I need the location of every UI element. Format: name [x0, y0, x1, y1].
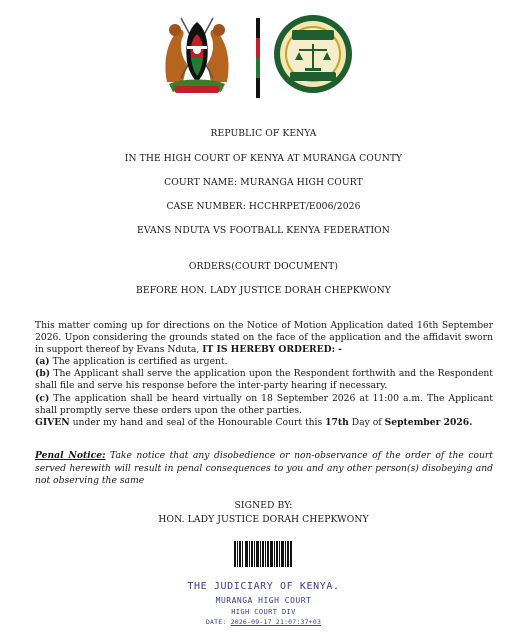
case-number: CASE NUMBER: HCCHRPET/E006/2026: [166, 201, 361, 212]
republic-heading: REPUBLIC OF KENYA: [210, 128, 317, 139]
penal-notice-text: Take notice that any disobedience or non-observance of the order of the court served herewith will result in penal consequences to you and any other person(s) disobeying and not observing the same: [35, 450, 493, 486]
order-item-a: (a) The application is certified as urgent.: [35, 356, 228, 368]
order-item-b: (b) The Applicant shall serve the application upon the Respondent forthwith and the Respondent shall file and serve his response before the inter-party hearing if necessary.: [35, 368, 493, 392]
flag-divider: [255, 18, 261, 98]
stamp-judiciary: THE JUDICIARY OF KENYA.: [187, 581, 340, 592]
stamp-date-label: DATE:: [205, 618, 227, 626]
signatory-name: HON. LADY JUSTICE DORAH CHEPKWONY: [158, 514, 369, 525]
penal-notice-label: Penal Notice:: [35, 450, 106, 461]
given-line: GIVEN under my hand and seal of the Honourable Court this 17th Day of September 2026.: [35, 416, 473, 428]
barcode-icon: [234, 541, 292, 567]
order-intro: This matter coming up for directions on the Notice of Motion Application dated 16th September 2026. Upon considering the grounds stated on the face of the application and the affidavit sworn in support thereof by Evans Nduta, IT IS HEREBY ORDERED: -: [35, 320, 493, 356]
order-body: [35, 320, 493, 429]
stamp-date: [0, 618, 527, 626]
judiciary-logo-icon: [272, 12, 354, 96]
court-title: IN THE HIGH COURT OF KENYA AT MURANGA COUNTY: [124, 153, 403, 164]
kenya-coat-of-arms-icon: [161, 12, 233, 96]
stamp-division: HIGH COURT DIV: [231, 608, 296, 616]
before-judge: BEFORE HON. LADY JUSTICE DORAH CHEPKWONY: [136, 285, 391, 296]
court-name: COURT NAME: MURANGA HIGH COURT: [164, 177, 363, 188]
stamp-court: MURANGA HIGH COURT: [215, 596, 312, 605]
case-parties: EVANS NDUTA VS FOOTBALL KENYA FEDERATION: [137, 225, 390, 236]
penal-notice: [35, 450, 493, 488]
signed-by-label: SIGNED BY:: [234, 500, 293, 511]
stamp-date-value: 2026-09-17 21:07:37+03: [230, 618, 322, 626]
document-type: ORDERS(COURT DOCUMENT): [188, 261, 339, 272]
order-item-c: (c) The application shall be heard virtually on 18 September 2026 at 11:00 a.m. The Applicant shall promptly serve these orders upon the other parties.: [35, 392, 493, 416]
header-logos: [0, 8, 527, 98]
ordered-heading: IT IS HEREBY ORDERED: -: [202, 344, 342, 356]
